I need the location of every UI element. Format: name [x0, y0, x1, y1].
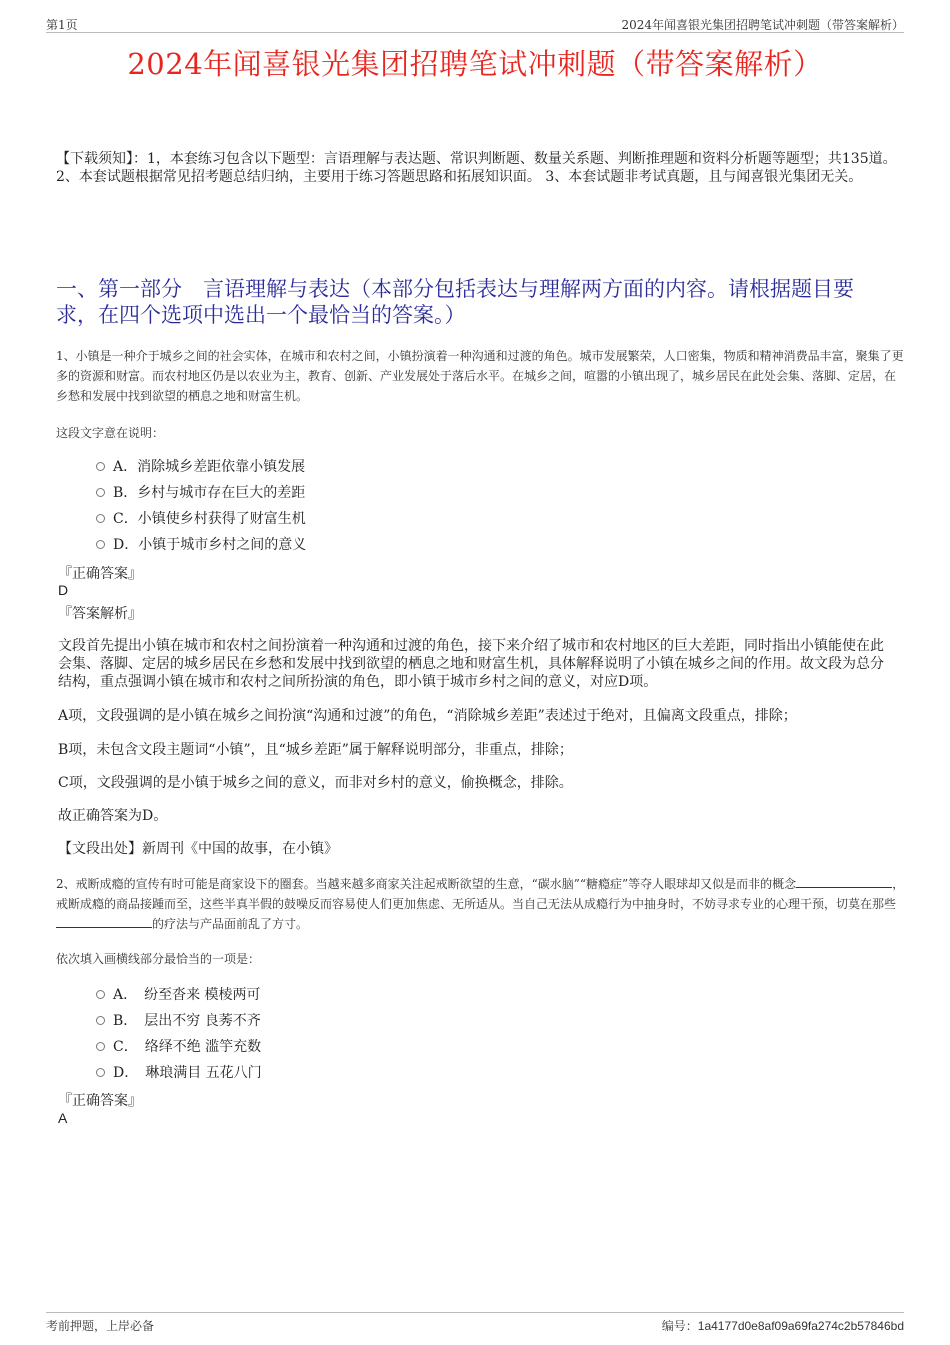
option-a[interactable]: A．消除城乡差距依靠小镇发展: [96, 453, 306, 479]
analysis-paragraph: C项，文段强调的是小镇于城乡之间的意义，而非对乡村的意义，偷换概念，排除。: [58, 775, 573, 791]
footer-slogan: 考前押题，上岸必备: [46, 1319, 155, 1333]
option-d[interactable]: D． 琳琅满目 五花八门: [96, 1059, 262, 1085]
page-footer: [46, 1312, 904, 1333]
radio-icon[interactable]: [96, 1016, 105, 1025]
analysis-paragraph: B项，未包含文段主题词“小镇”，且“城乡差距”属于解释说明部分，非重点，排除；: [58, 742, 573, 758]
question-1-prompt: 这段文字意在说明：: [56, 426, 165, 440]
option-c[interactable]: C．小镇使乡村获得了财富生机: [96, 505, 306, 531]
question-2-prompt: 依次填入画横线部分最恰当的一项是：: [56, 952, 261, 966]
question-1-text: 1、小镇是一种介于城乡之间的社会实体，在城市和农村之间，小镇扮演着一种沟通和过渡的角色。城市发展繁荣，人口密集，物质和精神消费品丰富，聚集了更多的资源和财富。而农村地区仍是以农业为主，教育、创新、产业发展处于落后水平。在城乡之间，喧嚣的小镇出现了，城乡居民在此处会集、落脚、定居，在乡愁和发展中找到欲望的栖息之地和财富生机。: [56, 349, 904, 403]
analysis-paragraph: A项，文段强调的是小镇在城乡之间扮演“沟通和过渡”的角色，“消除城乡差距”表述过于绝对，且偏离文段重点，排除；: [58, 708, 797, 724]
radio-icon[interactable]: [96, 1042, 105, 1051]
fill-blank: [796, 875, 892, 888]
option-b[interactable]: B． 层出不穷 良莠不齐: [96, 1007, 262, 1033]
analysis-label: 『答案解析』: [58, 606, 142, 622]
question-1-options: [96, 453, 306, 557]
option-b[interactable]: B．乡村与城市存在巨大的差距: [96, 479, 306, 505]
answer-label: 『正确答案』: [58, 1093, 142, 1109]
option-a[interactable]: A． 纷至沓来 模棱两可: [96, 981, 262, 1007]
analysis-paragraph: 文段首先提出小镇在城市和农村之间扮演着一种沟通和过渡的角色，接下来介绍了城市和农村地区的巨大差距，同时指出小镇能使在此会集、落脚、定居的城乡居民在乡愁和发展中找到欲望的栖息之地和财富生机，具体解释说明了小镇在城乡之间的作用。故文段为总分结构，重点强调小镇在城市和农村之间所扮演的角色，即小镇于城市乡村之间的意义，对应D项。: [58, 638, 884, 690]
radio-icon[interactable]: [96, 488, 105, 497]
radio-icon[interactable]: [96, 990, 105, 999]
option-d[interactable]: D．小镇于城市乡村之间的意义: [96, 531, 306, 557]
answer-label: 『正确答案』: [58, 566, 142, 582]
question-2-options: [96, 981, 262, 1085]
option-c[interactable]: C． 络绎不绝 滥竽充数: [96, 1033, 262, 1059]
radio-icon[interactable]: [96, 540, 105, 549]
question-2-text: 2、戒断成瘾的宣传有时可能是商家设下的圈套。当越来越多商家关注起戒断欲望的生意，“碳水脑”“糖瘾症”等夺人眼球却又似是而非的概念 ，戒断成瘾的商品接踵而至，这些半真半假的鼓噪反而容易使人们更加焦虑、无所适从。当自己无法从成瘾行为中抽身时，不妨寻求专业的心理干预，切莫在那些的疗法与产品面前乱了方寸。: [56, 877, 905, 931]
source-citation: 【文段出处】新周刊《中国的故事，在小镇》: [58, 841, 338, 857]
radio-icon[interactable]: [96, 514, 105, 523]
document-title: 2024年闻喜银光集团招聘笔试冲刺题（带答案解析）: [127, 47, 823, 81]
footer-doc-id: 编号：1a4177d0e8af09a69fa274c2b57846bd: [661, 1319, 904, 1333]
section-title: 一、第一部分 言语理解与表达（本部分包括表达与理解两方面的内容。请根据题目要求，在四个选项中选出一个最恰当的答案。）: [56, 277, 854, 327]
fill-blank: [56, 915, 152, 928]
analysis-paragraph: 故正确答案为D。: [58, 808, 168, 824]
header-doc-title: 2024年闻喜银光集团招聘笔试冲刺题（带答案解析）: [621, 18, 904, 32]
page-header: [46, 14, 904, 33]
radio-icon[interactable]: [96, 462, 105, 471]
answer-value: A: [58, 1110, 68, 1126]
answer-value: D: [58, 582, 69, 598]
page-number: 第1页: [46, 18, 78, 32]
radio-icon[interactable]: [96, 1068, 105, 1077]
download-notice: 【下载须知】：1，本套练习包含以下题型：言语理解与表达题、常识判断题、数量关系题、判断推理题和资料分析题等题型；共135道。 2、本套试题根据常见招考题总结归纳，主要用于练习答题思路和拓展知识面。 3、本套试题非考试真题，且与闻喜银光集团无关。: [56, 151, 897, 185]
